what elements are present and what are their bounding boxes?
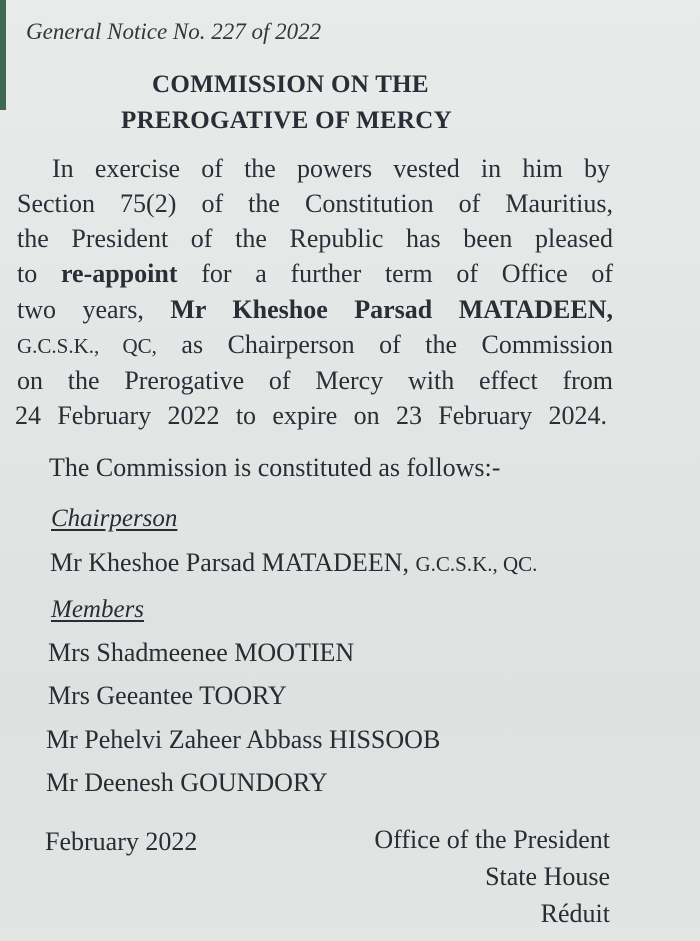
body-line-1: In exercise of the powers vested in him by: [52, 154, 610, 183]
body-line-8: 24 February 2022 to expire on 23 February 2024.: [15, 401, 607, 430]
body-line-5-pre: two years,: [17, 295, 144, 324]
body-line-2: Section 75(2) of the Constitution of Mauritius,: [17, 189, 613, 218]
issuing-house: State House: [485, 862, 610, 891]
members-heading: Members: [51, 596, 145, 623]
appointee-honours: G.C.S.K., QC,: [17, 334, 157, 358]
chairperson-heading: Chairperson: [51, 505, 178, 532]
body-line-4: [17, 261, 613, 287]
member-item: Mr Deenesh GOUNDORY: [46, 768, 328, 797]
body-line-6-post: as Chairperson of the Commission: [181, 330, 613, 359]
appointee-name: Mr Kheshoe Parsad MATADEEN,: [170, 295, 614, 324]
body-line-4-pre: to: [17, 259, 38, 288]
re-appoint-term: re-appoint: [60, 259, 178, 288]
chairperson-honours: G.C.S.K., QC.: [415, 552, 538, 576]
member-item: Mr Pehelvi Zaheer Abbass HISSOOB: [46, 725, 441, 754]
chairperson-name: Mr Kheshoe Parsad MATADEEN,: [50, 548, 409, 577]
composition-intro: The Commission is constituted as follows:-: [49, 453, 501, 482]
notice-date: February 2022: [45, 827, 198, 856]
chairperson-entry: [50, 550, 537, 576]
body-line-6: [17, 332, 613, 358]
body-line-7: on the Prerogative of Mercy with effect from: [17, 366, 613, 395]
notice-title-line-2: PREROGATIVE OF MERCY: [121, 107, 452, 134]
notice-title-line-1: COMMISSION ON THE: [152, 71, 429, 98]
cover-edge: [0, 0, 6, 110]
member-item: Mrs Shadmeenee MOOTIEN: [48, 638, 355, 667]
member-item: Mrs Geeantee TOORY: [48, 681, 287, 710]
issuing-place: Réduit: [540, 899, 610, 928]
body-line-4-post: for a further term of Office of: [201, 259, 613, 288]
issuing-office: Office of the President: [374, 825, 610, 854]
body-line-3: the President of the Republic has been pleased: [17, 224, 613, 253]
body-line-5: [17, 297, 613, 323]
notice-number: General Notice No. 227 of 2022: [26, 19, 322, 44]
